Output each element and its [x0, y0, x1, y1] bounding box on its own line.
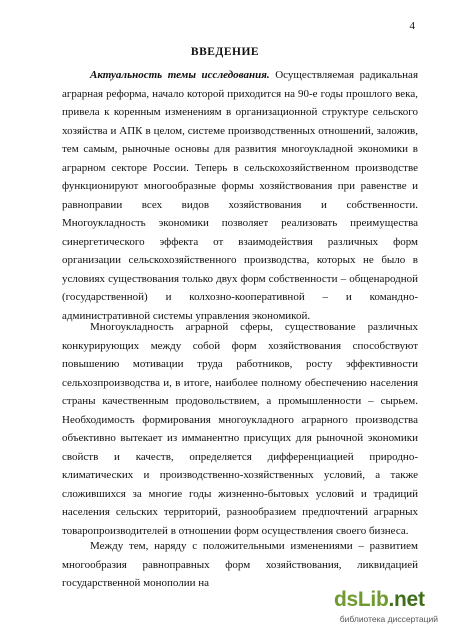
page-number: 4: [409, 20, 415, 32]
watermark-logo: [334, 588, 425, 612]
relevance-text: Осуществляемая радикальная аграрная реформа, начало которой приходится на 90-е годы прошлого века, привела к коренным изменениям в организационной структуре сельского хозяйства и АПК в целом, системе производственных отношений, заложив, тем самым, рыночные основы для развития многоукладной экономики в аграрном секторе России. Теперь в сельскохозяйственном производстве функционируют многообразные формы хозяйствования при равенстве и равноправии всех видов хозяйствования и собственности. Многоукладность экономики позволяет реализовать преимущества синергетического эффекта от взаимодействия различных форм организации сельскохозяйственного производства, которых не было в условиях существования только двух форм собственности – общенародной (государственной) и колхозно-кооперативной – и командно-административной системы управления экономикой.: [62, 69, 418, 322]
section-heading: ВВЕДЕНИЕ: [190, 46, 260, 58]
watermark-caption: библиотека диссертаций: [339, 614, 438, 624]
watermark-site: dsLib: [334, 588, 389, 611]
dslib-watermark: [326, 588, 438, 628]
paragraph-multistructure: Многоукладность аграрной сферы, существование различных конкурирующих между собой форм хозяйствования способствуют повышению мотивации труда работников, росту эффективности сельхозпроизводства и, в итоге, наиболее полному обеспечению населения страны качественным продовольствием, а промышленности – сырьем. Необходимость формирования многоукладного аграрного производства объективно вытекает из имманентно присущих для рыночной экономики свойств и качеств, определяется дифференциацией природно-климатических и производственно-хозяйственных условий, а также сложившихся за многие годы жизненно-бытовых условий и традиций населения сельских территорий, разнообразием предпочтений аграрных товаропроизводителей в отношении форм осуществления своего бизнеса.: [62, 321, 418, 537]
paragraph-relevance: [62, 66, 418, 325]
paragraph-changes: Между тем, наряду с положительными изменениями – развитием многообразия равноправных форм хозяйствования, ликвидацией государственной монополии на: [62, 540, 418, 589]
relevance-lead: Актуальность темы исследования.: [90, 69, 270, 81]
watermark-site-suffix: .net: [388, 588, 425, 611]
